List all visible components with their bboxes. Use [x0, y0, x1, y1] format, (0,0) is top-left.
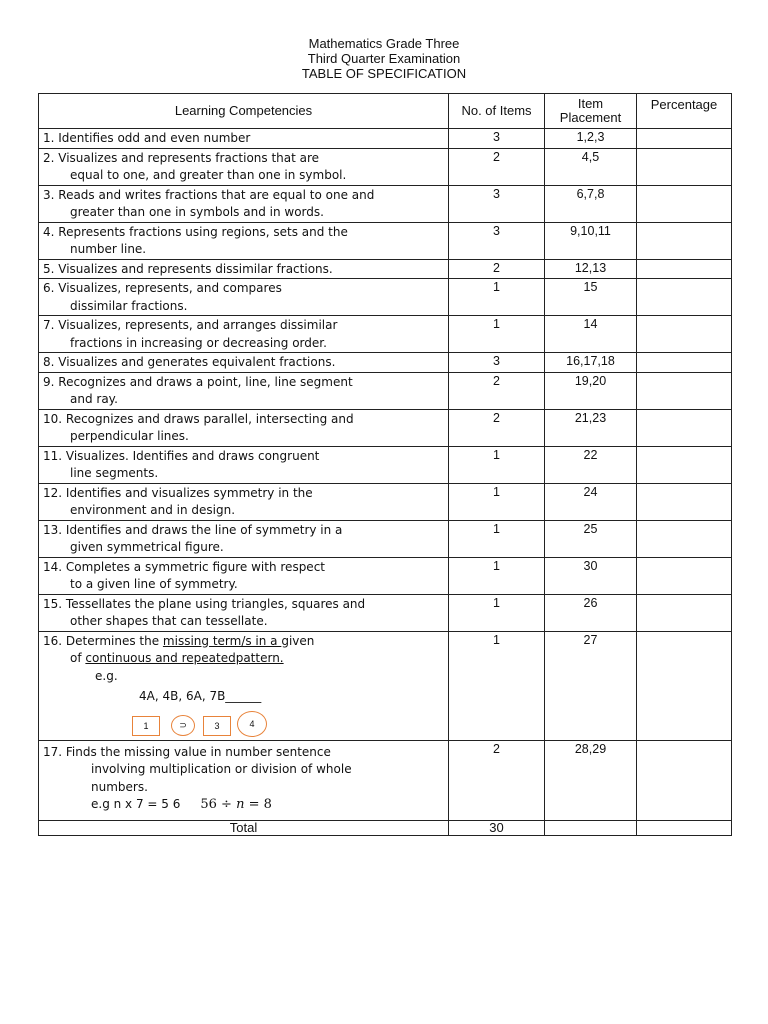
- competency-text: 6. Visualizes, represents, and compares: [43, 281, 282, 295]
- percentage-cell: [637, 740, 732, 820]
- competency-cell: [39, 279, 449, 316]
- competency-text: given: [281, 633, 315, 648]
- percentage-cell: [637, 520, 732, 557]
- placement-cell: 24: [545, 483, 637, 520]
- competency-text-cont: perpendicular lines.: [70, 429, 189, 443]
- competency-text-cont: number line.: [70, 242, 147, 256]
- competency-text: 3. Reads and writes fractions that are equal to one and: [43, 187, 375, 202]
- table-row: [39, 446, 732, 483]
- items-cell: 1: [449, 594, 545, 631]
- competency-text: 13. Identifies and draws the line of symmetry in a: [43, 522, 343, 537]
- placement-cell: 6,7,8: [545, 185, 637, 222]
- percentage-cell: [637, 594, 732, 631]
- table-row: [39, 631, 732, 740]
- placement-cell: 1,2,3: [545, 129, 637, 149]
- document-header: [0, 36, 768, 81]
- items-cell: 3: [449, 222, 545, 259]
- competency-text: 16. Determines the: [43, 633, 163, 648]
- placement-cell: 12,13: [545, 259, 637, 279]
- competency-text: 5. Visualizes and represents dissimilar fractions.: [43, 261, 333, 276]
- competency-text: 14. Completes a symmetric figure with respect: [43, 559, 325, 574]
- competency-text-cont: and ray.: [70, 392, 118, 406]
- table-row: [39, 316, 732, 353]
- percentage-cell: [637, 129, 732, 149]
- competency-text: 10. Recognizes and draws parallel, intersecting and: [43, 411, 354, 426]
- competency-text-cont: line segments.: [70, 466, 159, 480]
- answer-choices: [43, 708, 448, 740]
- percentage-cell: [637, 316, 732, 353]
- items-cell: 1: [449, 520, 545, 557]
- competency-text: 15. Tessellates the plane using triangles, squares and: [43, 596, 366, 611]
- table-row: [39, 594, 732, 631]
- competency-text-cont: of: [70, 651, 86, 665]
- competency-text: 9. Recognizes and draws a point, line, line segment: [43, 374, 353, 389]
- items-cell: 1: [449, 483, 545, 520]
- table-row: [39, 483, 732, 520]
- placement-cell: 19,20: [545, 372, 637, 409]
- competency-cell: [39, 520, 449, 557]
- items-cell: 1: [449, 279, 545, 316]
- placement-cell: 30: [545, 557, 637, 594]
- competency-text-cont: numbers.: [91, 779, 148, 794]
- table-row: [39, 259, 732, 279]
- competency-cell: [39, 129, 449, 149]
- percentage-cell: [637, 222, 732, 259]
- header-subject: Mathematics Grade Three: [308, 36, 460, 51]
- competency-cell: [39, 409, 449, 446]
- table-row: [39, 353, 732, 373]
- competency-cell: [39, 372, 449, 409]
- table-row: [39, 129, 732, 149]
- percentage-cell: [637, 279, 732, 316]
- total-label: Total: [39, 820, 449, 835]
- header-title: TABLE OF SPECIFICATION: [301, 66, 467, 81]
- table-row: [39, 279, 732, 316]
- items-cell: 3: [449, 129, 545, 149]
- competency-cell: [39, 353, 449, 373]
- competency-text: 12. Identifies and visualizes symmetry in the: [43, 485, 313, 500]
- placement-cell: 14: [545, 316, 637, 353]
- total-row: [39, 820, 732, 835]
- table-row: [39, 557, 732, 594]
- choice-circle: ⊃: [171, 715, 195, 736]
- competency-text-cont: to a given line of symmetry.: [70, 577, 238, 591]
- competency-text-cont: equal to one, and greater than one in symbol.: [70, 168, 347, 182]
- placement-cell: 22: [545, 446, 637, 483]
- percentage-cell: [637, 557, 732, 594]
- competency-cell: [39, 185, 449, 222]
- competency-text-underlined: missing term/s in a: [162, 633, 282, 648]
- competency-cell: [39, 222, 449, 259]
- items-cell: 2: [449, 259, 545, 279]
- example-division: 56 ÷ 𝑛 = 8: [200, 797, 272, 812]
- placement-cell: 9,10,11: [545, 222, 637, 259]
- col-header-percentage: Percentage: [637, 94, 732, 129]
- items-cell: 1: [449, 446, 545, 483]
- competency-text-cont: involving multiplication or division of whole: [91, 762, 352, 776]
- competency-cell: [39, 740, 449, 820]
- total-items: 30: [449, 820, 545, 835]
- table-row: [39, 222, 732, 259]
- items-cell: 2: [449, 740, 545, 820]
- col-header-placement: [545, 94, 637, 129]
- percentage-cell: [637, 148, 732, 185]
- competency-cell: [39, 483, 449, 520]
- competency-text: 11. Visualizes. Identifies and draws congruent: [43, 448, 320, 463]
- competency-text-cont: greater than one in symbols and in words.: [70, 205, 324, 219]
- competency-text-cont: dissimilar fractions.: [70, 298, 188, 313]
- table-row: [39, 185, 732, 222]
- percentage-cell: [637, 372, 732, 409]
- competency-text: 1. Identifies odd and even number: [43, 131, 251, 145]
- table-row: [39, 409, 732, 446]
- table-row: [39, 520, 732, 557]
- competency-cell: [39, 557, 449, 594]
- col-header-items: No. of Items: [449, 94, 545, 129]
- table-header-row: [39, 94, 732, 129]
- competency-cell: [39, 259, 449, 279]
- specification-table: [38, 93, 732, 836]
- items-cell: 2: [449, 372, 545, 409]
- col-header-placement-line1: Item: [577, 96, 604, 111]
- placement-cell: 15: [545, 279, 637, 316]
- competency-text-cont: given symmetrical figure.: [70, 540, 224, 554]
- percentage-cell: [637, 259, 732, 279]
- competency-text-cont: fractions in increasing or decreasing order.: [70, 335, 327, 350]
- competency-cell: [39, 316, 449, 353]
- placement-cell: 25: [545, 520, 637, 557]
- total-percentage-cell: [637, 820, 732, 835]
- competency-text: 2. Visualizes and represents fractions that are: [43, 150, 320, 165]
- table-row: [39, 372, 732, 409]
- percentage-cell: [637, 353, 732, 373]
- placement-cell: 4,5: [545, 148, 637, 185]
- percentage-cell: [637, 631, 732, 740]
- competency-cell: [39, 148, 449, 185]
- items-cell: 3: [449, 185, 545, 222]
- placement-cell: 27: [545, 631, 637, 740]
- col-header-competencies: Learning Competencies: [39, 94, 449, 129]
- items-cell: 1: [449, 316, 545, 353]
- competency-text: 4. Represents fractions using regions, sets and the: [43, 224, 348, 239]
- percentage-cell: [637, 483, 732, 520]
- competency-text: 17. Finds the missing value in number sentence: [43, 744, 331, 759]
- pattern-sequence: 4A, 4B, 6A, 7B______: [139, 689, 262, 703]
- table-row: [39, 740, 732, 820]
- percentage-cell: [637, 409, 732, 446]
- choice-box: 1: [132, 716, 160, 736]
- header-exam: Third Quarter Examination: [307, 51, 461, 66]
- competency-cell: [39, 446, 449, 483]
- percentage-cell: [637, 185, 732, 222]
- col-header-placement-line2: Placement: [559, 110, 622, 125]
- total-placement-cell: [545, 820, 637, 835]
- placement-cell: 26: [545, 594, 637, 631]
- items-cell: 1: [449, 557, 545, 594]
- placement-cell: 16,17,18: [545, 353, 637, 373]
- items-cell: 3: [449, 353, 545, 373]
- percentage-cell: [637, 446, 732, 483]
- competency-text-underlined: continuous and repeatedpattern.: [85, 651, 284, 665]
- competency-text-cont: environment and in design.: [70, 503, 236, 517]
- items-cell: 2: [449, 409, 545, 446]
- placement-cell: 21,23: [545, 409, 637, 446]
- competency-text: 7. Visualizes, represents, and arranges dissimilar: [43, 318, 338, 332]
- choice-circle: 4: [237, 711, 267, 737]
- items-cell: 2: [449, 148, 545, 185]
- competency-cell: [39, 594, 449, 631]
- table-row: [39, 148, 732, 185]
- competency-text-cont: other shapes that can tessellate.: [70, 614, 268, 628]
- items-cell: 1: [449, 631, 545, 740]
- competency-cell: [39, 631, 449, 740]
- competency-text: 8. Visualizes and generates equivalent fractions.: [43, 355, 336, 369]
- placement-cell: 28,29: [545, 740, 637, 820]
- choice-box: 3: [203, 716, 231, 736]
- example-equation: e.g n x 7 = 5 6: [91, 797, 181, 811]
- example-label: e.g.: [95, 668, 118, 683]
